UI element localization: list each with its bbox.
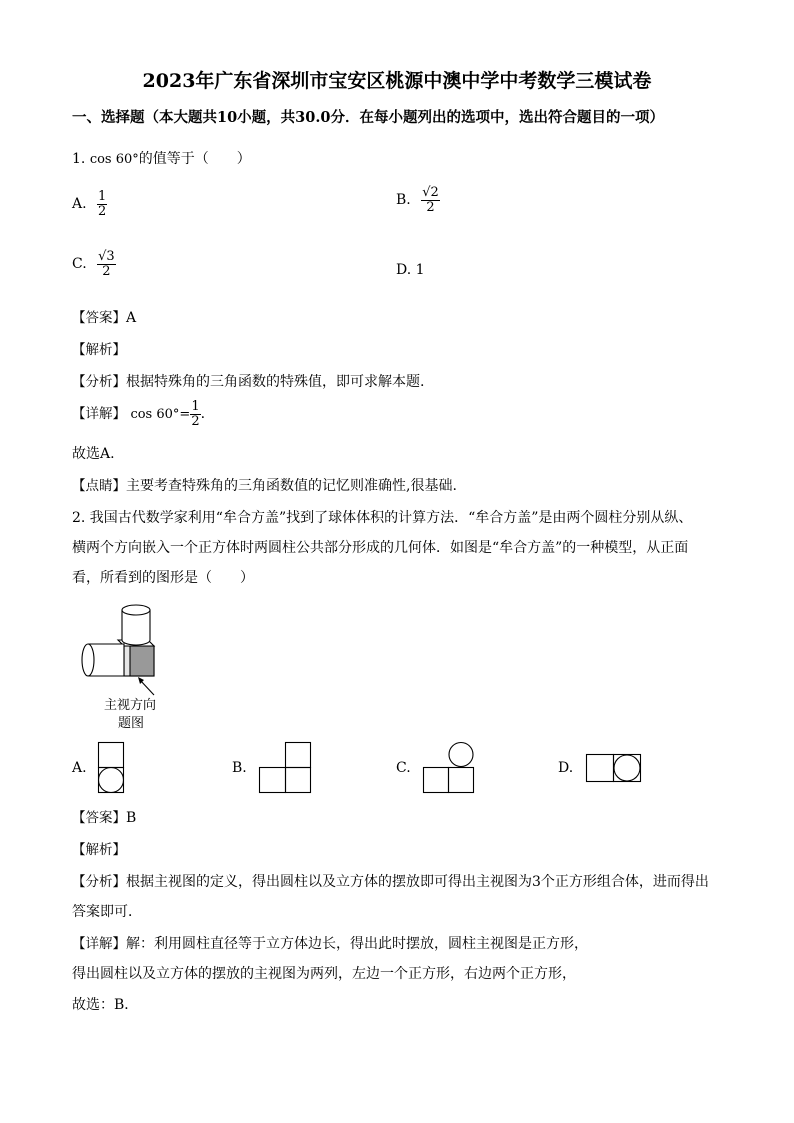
q1-dianjing [72,474,457,495]
q1-analysis-tag [72,338,126,358]
q2-option-b-figure[interactable] [259,742,313,794]
q2-option-c-figure[interactable] [423,742,477,794]
q1-detail [72,400,205,428]
q2-option-d-label[interactable]: D. [558,760,574,776]
section-heading: 一、选择题（本大题共10小题，共30.0分．在每小题列出的选项中，选出符合题目的一项） [72,109,664,126]
q1-stem-text: 的值等于（ ） [138,151,251,167]
q2-detail-line-2: 得出圆柱以及立方体的摆放的主视图为两列，左边一个正方形，右边两个正方形， [72,966,576,982]
q1-option-d[interactable] [396,262,425,278]
q2-answer-tag: 【答案】 [72,810,126,826]
q1-option-a-letter: A. [72,196,87,213]
q1-fenxi [72,370,424,391]
q1-detail-num: 1 [191,399,200,414]
q2-analysis-label: 【解析】 [72,842,126,858]
q2-line-1: 2. 我国古代数学家利用“牟合方盖”找到了球体体积的计算方法．“牟合方盖”是由两个圆柱分别从纵、 [72,510,693,526]
q1-option-b-fraction [421,186,440,214]
q1-answer-value: A [126,310,137,326]
q1-dianjing-tag: 【点睛】 [72,478,126,494]
q2-option-b-label[interactable]: B. [232,760,247,776]
q1-option-a-den: 2 [98,203,107,219]
q1-detail-expr: cos 60°= [130,407,191,423]
figure-label-direction: 主视方向 [104,698,157,713]
q1-fenxi-tag: 【分析】 [72,374,126,390]
q2-option-a-figure[interactable] [98,742,126,794]
q1-option-b[interactable] [396,186,440,214]
q2-detail-tag: 【详解】 [72,936,126,952]
figure-label-caption: 题图 [118,716,145,731]
q1-detail-tag: 【详解】 [72,406,126,423]
q1-option-d-letter: D. [396,262,412,278]
horizontal-cylinder-end [82,644,94,676]
q2-answer-value: B [126,810,137,826]
q1-option-c[interactable] [72,250,116,278]
q1-answer [72,306,136,326]
q1-option-b-letter: B. [396,192,411,209]
view-direction-arrow [140,680,154,695]
q1-option-a-fraction [97,190,107,218]
q1-detail-end: . [200,406,206,423]
page-title: 2023年广东省深圳市宝安区桃源中澳中学中考数学三模试卷 [142,70,652,92]
q1-dianjing-text: 主要考查特殊角的三角函数值的记忆则准确性,很基础. [126,478,457,494]
q2-option-c-label[interactable]: C. [396,760,411,776]
q1-expr: cos 60° [89,152,139,167]
q1-detail-fraction [190,400,200,428]
q1-answer-tag: 【答案】 [72,310,126,326]
q2-detail-text-1: 解：利用圆柱直径等于立方体边长，得出此时摆放，圆柱主视图是正方形， [126,936,588,952]
q2-fenxi [72,870,709,891]
q1-option-c-letter: C. [72,256,87,273]
cube-shaded-face [130,646,154,676]
q2-detail [72,932,588,953]
mouhefanggai-figure [78,600,188,700]
q1-option-d-value: 1 [415,262,425,278]
q1-option-b-den: 2 [426,199,435,215]
q2-option-d-figure[interactable] [586,754,642,784]
q1-number: 1. [72,151,86,167]
q2-fenxi-text-1: 根据主视图的定义，得出圆柱以及立方体的摆放即可得出主视图为3个正方形组合体，进而得出 [126,874,709,890]
q1-option-b-num: √2 [422,185,439,200]
q2-choose: 故选：B． [72,997,139,1013]
q1-option-a[interactable] [72,190,107,218]
q2-line-2: 横两个方向嵌入一个正方体时两圆柱公共部分形成的几何体．如图是“牟合方盖”的一种模型，从正面 [72,540,689,556]
q2-analysis-tag [72,838,126,858]
q2-fenxi-tag: 【分析】 [72,874,126,890]
q1-fenxi-text: 根据特殊角的三角函数的特殊值，即可求解本题. [126,374,425,390]
q2-fenxi-line-2: 答案即可． [72,904,142,920]
q1-option-a-num: 1 [98,189,107,204]
vertical-cylinder-top [122,605,150,615]
q1-detail-den: 2 [191,413,200,429]
q1-option-c-den: 2 [102,263,111,279]
q1-choose: 故选A. [72,446,115,462]
q1-option-c-fraction [97,250,116,278]
q1-analysis-label: 【解析】 [72,342,126,358]
q2-option-a-label[interactable]: A. [72,760,87,776]
q2-answer [72,806,136,826]
q2-line-3: 看，所看到的图形是（ ） [72,570,254,586]
q1-option-c-num: √3 [98,249,115,264]
q1-stem [72,148,251,168]
